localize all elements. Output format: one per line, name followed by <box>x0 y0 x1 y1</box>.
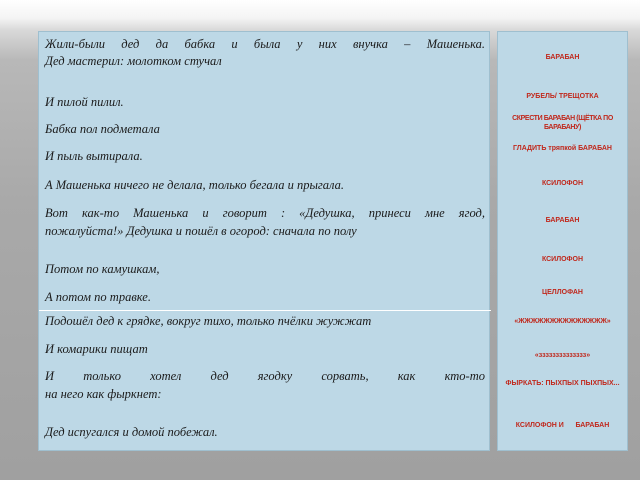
story-line: Вот как-то Машенька и говорит : «Дедушка, принеси мне ягод, <box>45 206 485 220</box>
instrument-label: БАРАБАН <box>545 217 580 224</box>
instrument-label: «зззззззззззззз» <box>534 352 591 359</box>
instrument-label: КСИЛОФОН <box>541 180 584 187</box>
story-line: на него как фыркнет: <box>45 387 162 401</box>
instrument-label: «ЖЖЖЖЖЖЖЖЖЖЖЖЖЖ» <box>514 318 611 325</box>
story-line: И комарики пищат <box>45 342 148 356</box>
instrument-label: КСИЛОФОН <box>541 256 584 263</box>
instrument-label: РУБЕЛЬ/ ТРЕЩОТКА <box>526 93 599 100</box>
instrument-label: СКРЕСТИ БАРАБАН (ЩЁТКА ПО БАРАБАНУ) <box>512 115 613 131</box>
story-line: А Машенька ничего не делала, только бегала и прыгала. <box>45 178 345 192</box>
instrument-label: ФЫРКАТЬ: ПЫХПЫХ ПЫХПЫХ... <box>505 380 620 387</box>
instruments-panel <box>497 31 628 451</box>
story-line: Подошёл дед к грядке, вокруг тихо, только пчёлки жужжат <box>45 314 372 328</box>
story-panel <box>38 31 490 451</box>
story-line: Потом по камушкам, <box>45 262 160 276</box>
story-line: И только хотел дед ягодку сорвать, как кто-то <box>45 369 485 383</box>
story-line: А потом по травке. <box>45 290 151 304</box>
instrument-label: КСИЛОФОН И БАРАБАН <box>515 422 610 429</box>
instrument-label: ГЛАДИТЬ тряпкой БАРАБАН <box>513 145 612 152</box>
story-line: Дед испугался и домой побежал. <box>45 425 218 439</box>
instrument-label: ЦЕЛЛОФАН <box>542 289 583 296</box>
story-line: И пилой пилил. <box>45 95 124 109</box>
separator <box>39 310 491 311</box>
story-line: Дед мастерил: молотком стучал <box>45 54 222 68</box>
story-line: И пыль вытирала. <box>45 149 143 163</box>
story-line: Жили-были дед да бабка и была у них внучка – Машенька. <box>45 37 485 51</box>
instrument-label: БАРАБАН <box>545 54 580 61</box>
story-line: пожалуйста!» Дедушка и пошёл в огород: сначала по полу <box>45 224 357 238</box>
story-line: Бабка пол подметала <box>45 122 160 136</box>
